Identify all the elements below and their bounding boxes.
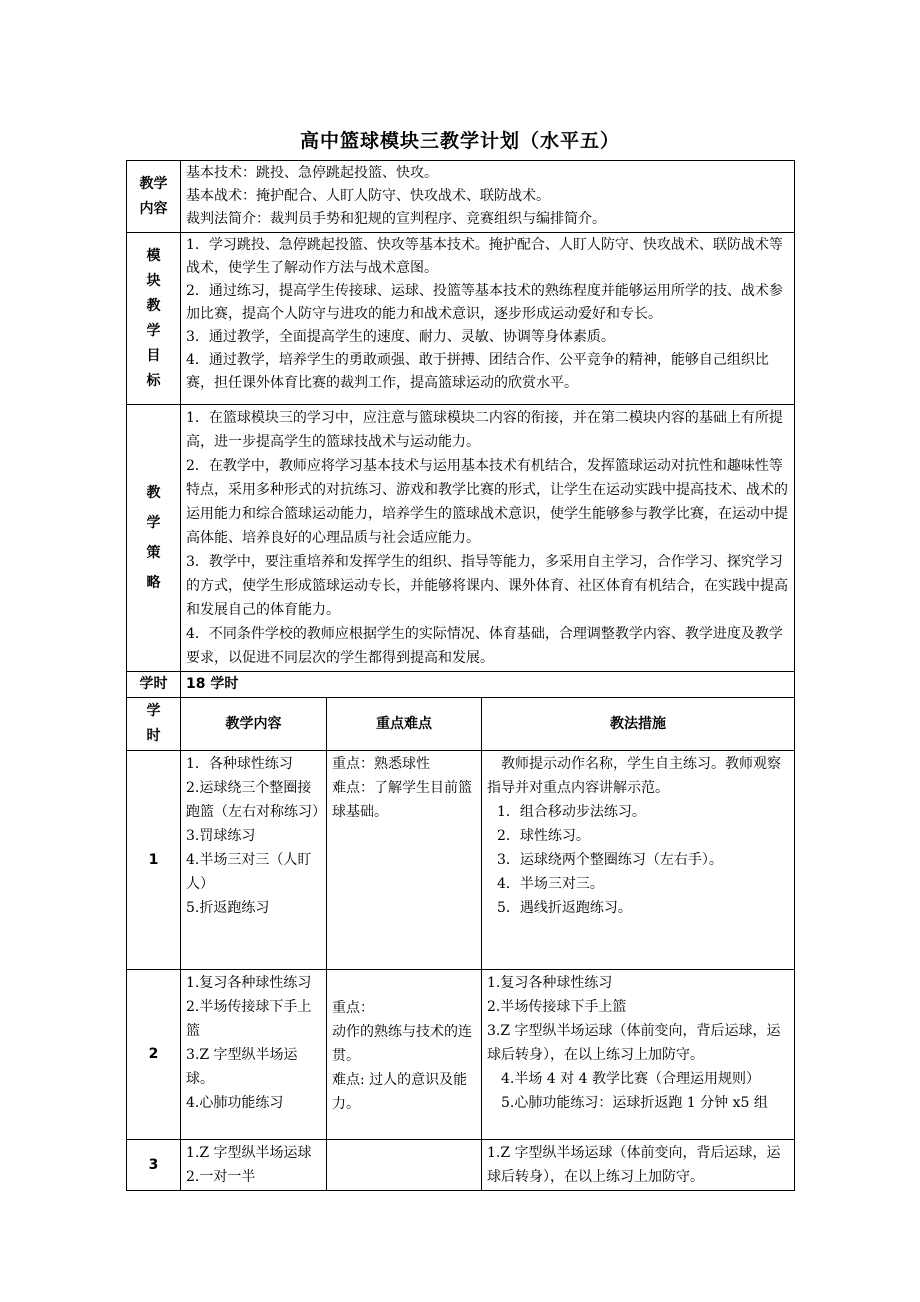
list-item: 1.Z 字型纵半场运球（体前变向，背后运球，运球后转身），在以上练习上加防守。: [487, 1145, 781, 1185]
list-item: 5．遇线折返跑练习。: [497, 900, 632, 916]
goals-cell: [181, 233, 795, 405]
goals-row: [127, 233, 795, 405]
lesson-key-points: [327, 751, 482, 970]
list-item: 2.半场传接球下手上篮: [487, 999, 627, 1015]
list-item: 3.Z 字型纵半场运球。: [186, 1047, 298, 1087]
table-row: [127, 1140, 795, 1191]
list-item: 难点: 过人的意识及能力。: [332, 1072, 468, 1112]
lesson-method: [482, 1140, 795, 1191]
strategy-item: 1．在篮球模块三的学习中，应注意与篮球模块二内容的衔接，并在第二模块内容的基础上有所提高，进一步提高学生的篮球技战术与运动能力。: [186, 410, 783, 450]
list-item: 1．各种球性练习: [186, 756, 293, 772]
lesson-number: 2: [127, 970, 181, 1140]
goal-item: 4．通过教学，培养学生的勇敢顽强、敢于拼搏、团结合作、公平竞争的精神，能够自己组织比赛，担任课外体育比赛的裁判工作，提高篮球运动的欣赏水平。: [186, 352, 769, 391]
goals-label: 模块教学目标: [127, 233, 181, 405]
strategy-item: 2．在教学中，教师应将学习基本技术与运用基本技术有机结合，发挥篮球运动对抗性和趣味性等特点，采用多种形式的对抗练习、游戏和教学比赛的形式，让学生在运动实践中提高技术、战术的运用能力和综合篮球运动能力，培养学生的篮球战术意识，使学生能够参与教学比赛，在运动中提高体能、培养良好的心理品质与社会适应能力。: [186, 458, 788, 546]
hours-value: 18 学时: [181, 672, 795, 698]
list-item: 1.复习各种球性练习: [186, 975, 312, 991]
strategy-row: [127, 405, 795, 672]
strategy-cell: [181, 405, 795, 672]
header-content: 教学内容: [181, 698, 327, 751]
header-method: 教法措施: [482, 698, 795, 751]
content-cell: [181, 161, 795, 233]
list-item: 5.心肺功能练习：运球折返跑 1 分钟 x5 组: [501, 1095, 768, 1111]
header-key: 重点难点: [327, 698, 482, 751]
list-item: 重点：: [332, 1000, 374, 1016]
list-item: 教师提示动作名称，学生自主练习。教师观察指导并对重点内容讲解示范。: [487, 756, 781, 796]
schedule-header-row: [127, 698, 795, 751]
list-item: 4.心肺功能练习: [186, 1095, 284, 1111]
list-item: 5.折返跑练习: [186, 900, 270, 916]
list-item: 3．运球绕两个整圈练习（左右手）。: [497, 852, 723, 868]
lesson-content: [181, 751, 327, 970]
list-item: 1.Z 字型纵半场运球 2.一对一半: [186, 1145, 312, 1185]
strategy-label: 教学策略: [127, 405, 181, 672]
list-item: 4.半场三对三（人盯人）: [186, 852, 312, 892]
list-item: 1.复习各种球性练习: [487, 975, 613, 991]
list-item: 4.半场 4 对 4 教学比赛（合理运用规则）: [501, 1071, 760, 1087]
lesson-method: [482, 751, 795, 970]
strategy-item: 3．教学中，要注重培养和发挥学生的组织、指导等能力，多采用自主学习，合作学习、探究学习的方式，使学生形成篮球运动专长，并能够将课内、课外体育、社区体育有机结合，在实践中提高和发展自己的体育能力。: [186, 554, 788, 618]
goal-item: 2．通过练习，提高学生传接球、运球、投篮等基本技术的熟练程度并能够运用所学的技、战术参加比赛，提高个人防守与进攻的能力和战术意识，逐步形成运动爱好和专长。: [186, 283, 783, 322]
content-row: [127, 161, 795, 233]
table-row: [127, 751, 795, 970]
list-item: 难点：了解学生目前篮球基础。: [332, 780, 472, 820]
content-line: 裁判法简介：裁判员手势和犯规的宣判程序、竞赛组织与编排简介。: [186, 211, 606, 227]
hours-row: [127, 672, 795, 698]
goal-item: 1．学习跳投、急停跳起投篮、快攻等基本技术。掩护配合、人盯人防守、快攻战术、联防战术等战术，使学生了解动作方法与战术意图。: [186, 237, 783, 276]
content-line: 基本技术：跳投、急停跳起投篮、快攻。: [186, 165, 438, 181]
lesson-content: [181, 970, 327, 1140]
list-item: 3.罚球练习: [186, 828, 256, 844]
content-label: 教学内容: [127, 161, 181, 233]
lesson-number: 3: [127, 1140, 181, 1191]
table-row: [127, 970, 795, 1140]
list-item: 4．半场三对三。: [497, 876, 604, 892]
list-item: 2.半场传接球下手上篮: [186, 999, 312, 1039]
hours-label: 学时: [127, 672, 181, 698]
list-item: 动作的熟练与技术的连贯。: [332, 1024, 472, 1064]
strategy-item: 4．不同条件学校的教师应根据学生的实际情况、体育基础，合理调整教学内容、教学进度及教学要求，以促进不同层次的学生都得到提高和发展。: [186, 626, 783, 666]
list-item: 3.Z 字型纵半场运球（体前变向，背后运球，运球后转身），在以上练习上加防守。: [487, 1023, 781, 1063]
header-hour: 学时: [127, 698, 181, 751]
list-item: 1．组合移动步法练习。: [497, 804, 646, 820]
list-item: 重点：熟悉球性: [332, 756, 430, 772]
lesson-number: 1: [127, 751, 181, 970]
teaching-plan-table: [126, 160, 795, 1191]
list-item: 2．球性练习。: [497, 828, 590, 844]
lesson-content: [181, 1140, 327, 1191]
content-line: 基本战术：掩护配合、人盯人防守、快攻战术、联防战术。: [186, 188, 550, 204]
list-item: 2.运球绕三个整圈接跑篮（左右对称练习）: [186, 780, 326, 820]
lesson-key-points: [327, 1140, 482, 1191]
goal-item: 3．通过教学，全面提高学生的速度、耐力、灵敏、协调等身体素质。: [186, 329, 615, 345]
lesson-method: [482, 970, 795, 1140]
page-title: 高中篮球模块三教学计划（水平五）: [299, 130, 620, 152]
lesson-key-points: [327, 970, 482, 1140]
